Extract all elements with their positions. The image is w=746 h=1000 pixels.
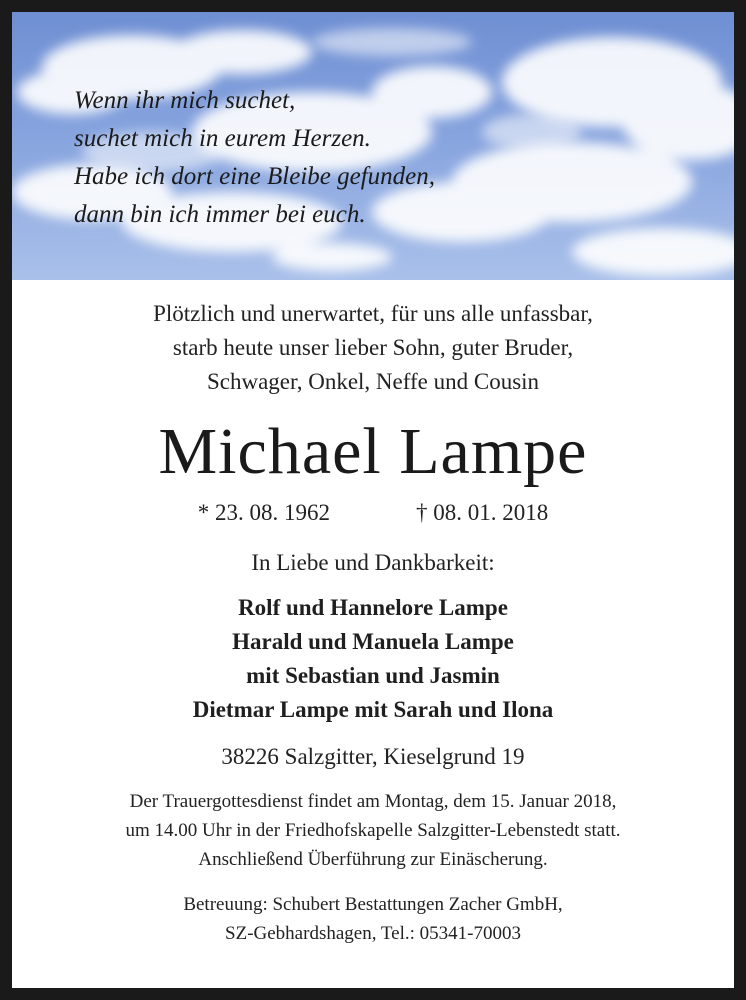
poem-verse <box>74 82 435 234</box>
birth-date: * 23. 08. 1962 <box>197 500 330 525</box>
life-dates <box>12 497 734 529</box>
service-line: Der Trauergottesdienst findet am Montag, dem 15. Januar 2018, <box>129 791 617 812</box>
funeral-service-info <box>12 787 734 874</box>
intro-line: starb heute unser lieber Sohn, guter Bruder, <box>172 335 574 360</box>
death-date: † 08. 01. 2018 <box>416 500 549 525</box>
family-address: 38226 Salzgitter, Kieselgrund 19 <box>221 744 525 769</box>
intro-line: Plötzlich und unerwartet, für uns alle unfassbar, <box>153 301 593 326</box>
poem-line: Habe ich dort eine Bleibe gefunden, <box>74 163 435 190</box>
intro-text <box>12 297 734 399</box>
poem-line: Wenn ihr mich suchet, <box>74 87 296 114</box>
undertaker-line: SZ-Gebhardshagen, Tel.: 05341-70003 <box>225 923 521 944</box>
poem-line: dann bin ich immer bei euch. <box>74 201 366 228</box>
undertaker-line: Betreuung: Schubert Bestattungen Zacher GmbH, <box>183 894 563 915</box>
undertaker-info <box>12 890 734 948</box>
mourners-list <box>12 591 734 727</box>
deceased-name: Michael Lampe <box>158 415 588 488</box>
intro-line: Schwager, Onkel, Neffe und Cousin <box>206 369 540 394</box>
service-line: Anschließend Überführung zur Einäscherung. <box>198 849 548 870</box>
sky-cloud-banner <box>12 12 734 280</box>
mourner-line: Dietmar Lampe mit Sarah und Ilona <box>192 697 554 722</box>
service-line: um 14.00 Uhr in der Friedhofskapelle Salzgitter-Lebenstedt statt. <box>125 820 621 841</box>
poem-line: suchet mich in eurem Herzen. <box>74 125 371 152</box>
thanks-line: In Liebe und Dankbarkeit: <box>251 550 495 575</box>
mourner-line: Rolf und Hannelore Lampe <box>238 595 508 620</box>
notice-body <box>12 280 734 948</box>
mourner-line: Harald und Manuela Lampe <box>232 629 514 654</box>
mourner-line: mit Sebastian und Jasmin <box>246 663 500 688</box>
